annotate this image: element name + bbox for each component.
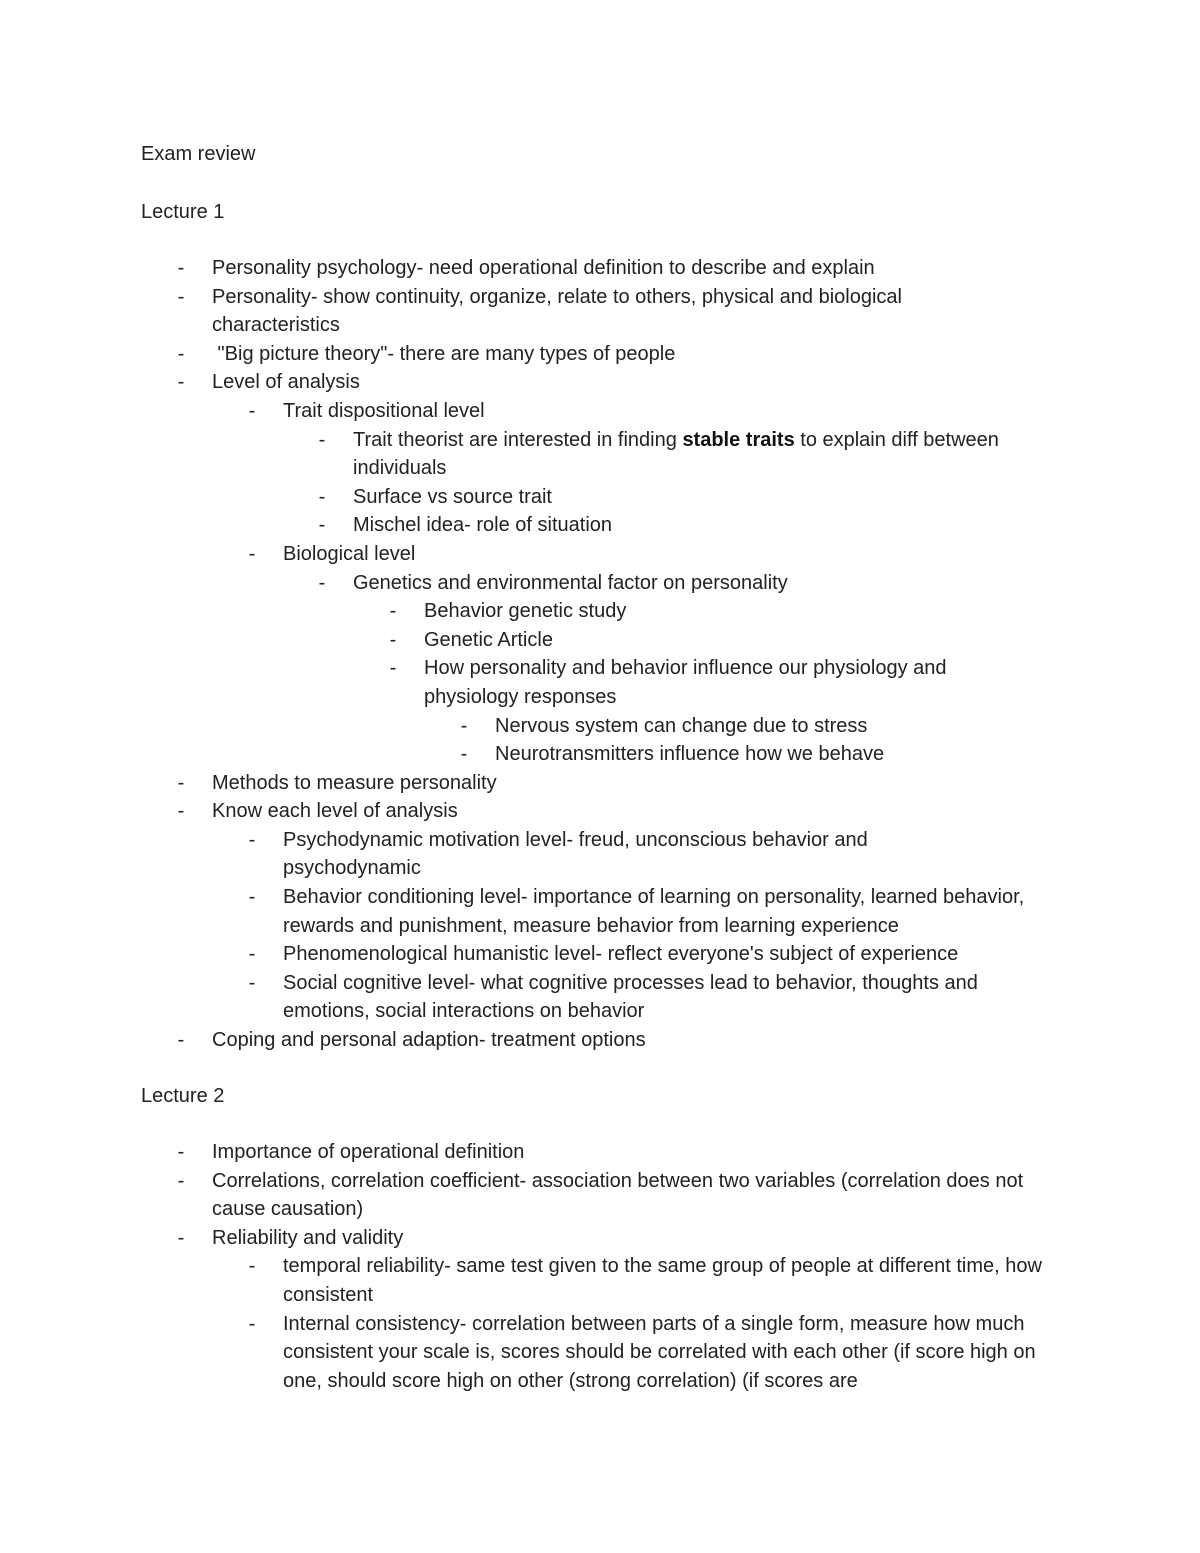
bullet-dash: - bbox=[460, 714, 468, 737]
list-item-text: Neurotransmitters influence how we behave bbox=[495, 743, 885, 766]
list-item-text: Phenomenological humanistic level- reflect everyone's subject of experience bbox=[283, 943, 959, 966]
list-item bbox=[0, 1252, 1200, 1309]
list-item bbox=[0, 426, 1200, 483]
list-item bbox=[0, 483, 1200, 512]
bullet-dash: - bbox=[177, 1141, 185, 1163]
bullet-dash: - bbox=[177, 1169, 185, 1192]
list-item-text: Behavior conditioning level- importance of learning on personality, learned behavior, rewards and punishment, measure behavior from learning experience bbox=[283, 886, 1025, 937]
bullet-dash: - bbox=[248, 886, 256, 909]
list-item-text: Level of analysis bbox=[212, 371, 360, 394]
bold-text: stable traits bbox=[682, 428, 795, 451]
bullet-dash: - bbox=[318, 571, 326, 594]
list-item bbox=[0, 969, 1200, 1026]
list-item bbox=[0, 769, 1200, 798]
list-item bbox=[0, 283, 1200, 340]
list-item bbox=[0, 1167, 1200, 1224]
bullet-dash: - bbox=[318, 514, 326, 537]
bullet-dash: - bbox=[248, 1312, 256, 1335]
bullet-dash: - bbox=[248, 828, 256, 851]
lecture-1-list bbox=[0, 254, 1200, 1055]
bullet-dash: - bbox=[177, 371, 185, 394]
bullet-dash: - bbox=[177, 771, 185, 794]
list-item-text: Behavior genetic study bbox=[424, 600, 627, 623]
lecture-2-heading: Lecture 2 bbox=[141, 1085, 225, 1107]
bullet-dash: - bbox=[318, 485, 326, 508]
bullet-dash: - bbox=[177, 342, 185, 365]
bullet-dash: - bbox=[248, 399, 256, 422]
list-item bbox=[0, 797, 1200, 826]
list-item-text: How personality and behavior influence our physiology and physiology responses bbox=[424, 657, 947, 708]
list-item-text: Correlations, correlation coefficient- association between two variables (correlation does not cause causation) bbox=[212, 1169, 1024, 1221]
list-item-text: Genetics and environmental factor on personality bbox=[353, 571, 788, 594]
bullet-dash: - bbox=[389, 600, 397, 623]
list-item-text: Surface vs source trait bbox=[353, 485, 552, 508]
bullet-dash: - bbox=[248, 943, 256, 966]
bullet-dash: - bbox=[177, 1226, 185, 1249]
list-item bbox=[0, 1138, 1200, 1167]
list-item bbox=[0, 654, 1200, 711]
list-item bbox=[0, 1310, 1200, 1396]
list-item-text: Personality- show continuity, organize, relate to others, physical and biological characteristics bbox=[212, 285, 902, 337]
list-item-text: temporal reliability- same test given to the same group of people at different time, how consistent bbox=[283, 1255, 1042, 1306]
list-item bbox=[0, 1224, 1200, 1253]
list-item-text: Know each level of analysis bbox=[212, 800, 458, 823]
list-item bbox=[0, 1026, 1200, 1055]
text-run: Trait theorist are interested in finding bbox=[353, 428, 683, 451]
list-item-text: Genetic Article bbox=[424, 628, 553, 651]
bullet-dash: - bbox=[248, 971, 256, 994]
bullet-dash: - bbox=[177, 285, 185, 308]
list-item bbox=[0, 826, 1200, 883]
list-item bbox=[0, 940, 1200, 969]
list-item-text: Social cognitive level- what cognitive processes lead to behavior, thoughts and emotions, social interactions on behavior bbox=[283, 971, 978, 1023]
bullet-dash: - bbox=[389, 628, 397, 651]
list-item bbox=[0, 368, 1200, 397]
list-item-text: Psychodynamic motivation level- freud, unconscious behavior and psychodynamic bbox=[283, 828, 868, 880]
list-item bbox=[0, 740, 1200, 769]
list-item-text: Personality psychology- need operational definition to describe and explain bbox=[212, 257, 875, 279]
list-item-text: Mischel idea- role of situation bbox=[353, 514, 613, 537]
list-item-text: Internal consistency- correlation between parts of a single form, measure how much consistent your scale is, scores should be correlated with each other (if score high on one, should score high on other (strong correlation) (if scores are bbox=[283, 1312, 1036, 1392]
list-item-text: Biological level bbox=[283, 542, 416, 565]
list-item-text: Coping and personal adaption- treatment options bbox=[212, 1029, 646, 1052]
list-item bbox=[0, 626, 1200, 655]
list-item bbox=[0, 883, 1200, 940]
list-item bbox=[0, 511, 1200, 540]
lecture-1-heading: Lecture 1 bbox=[141, 201, 225, 223]
lecture-2-list bbox=[0, 1138, 1200, 1395]
bullet-dash: - bbox=[177, 257, 185, 279]
bullet-dash: - bbox=[177, 1029, 185, 1052]
bullet-dash: - bbox=[177, 800, 185, 823]
list-item bbox=[0, 597, 1200, 626]
list-item bbox=[0, 712, 1200, 741]
list-item bbox=[0, 340, 1200, 369]
list-item bbox=[0, 569, 1200, 598]
bullet-dash: - bbox=[389, 657, 397, 680]
list-item-text bbox=[353, 426, 1063, 483]
list-item-text: Nervous system can change due to stress bbox=[495, 714, 868, 737]
list-item-text: Importance of operational definition bbox=[212, 1141, 525, 1163]
list-item bbox=[0, 254, 1200, 283]
document-title: Exam review bbox=[141, 143, 256, 165]
list-item-text: Reliability and validity bbox=[212, 1226, 404, 1249]
bullet-dash: - bbox=[248, 1255, 256, 1278]
bullet-dash: - bbox=[460, 743, 468, 766]
list-item-text: Methods to measure personality bbox=[212, 771, 497, 794]
list-item bbox=[0, 397, 1200, 426]
text-run: to explain diff between individuals bbox=[353, 428, 999, 480]
list-item bbox=[0, 540, 1200, 569]
list-item-text: Trait dispositional level bbox=[283, 399, 485, 422]
bullet-dash: - bbox=[248, 542, 256, 565]
bullet-dash: - bbox=[318, 428, 326, 451]
list-item-text: "Big picture theory"- there are many types of people bbox=[212, 342, 676, 365]
